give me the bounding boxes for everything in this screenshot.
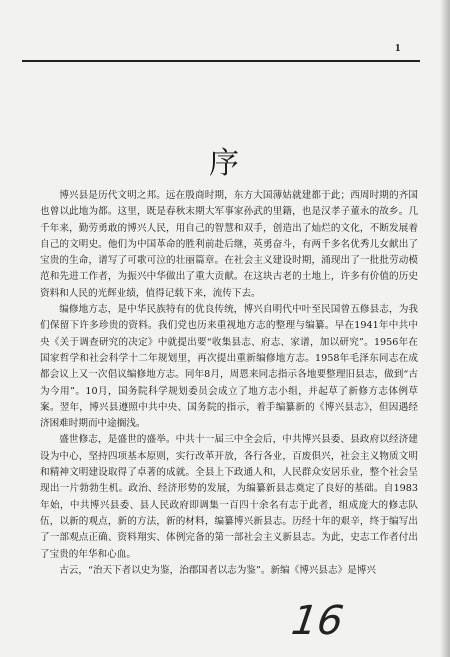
scan-edge-shadow xyxy=(440,0,450,657)
page-title: 序 xyxy=(209,146,241,181)
page-number: 1 xyxy=(395,42,401,54)
body-text xyxy=(40,188,418,579)
handwritten-page-mark: 16 xyxy=(288,598,347,644)
paragraph: 盛世修志，是盛世的盛举。中共十一届三中全会后，中共博兴县委、县政府以经济建设为中心，坚持四项基本原则，实行改革开放，各行各业，百废俱兴，社会主义物质文明和精神文明建设取得了卓著的成就。全县上下政通人和，人民群众安居乐业，整个社会呈现出一片勃勃生机。政治、经济形势的发展，为编纂新县志奠定了良好的基础。自1983年始，中共博兴县委、县人民政府即调集一百四十余名有志于此者，组成庞大的修志队伍，以新的观点，新的方法，新的材料，编纂博兴新县志。历经十年的艰辛，终于编写出了一部观点正确、资料翔实、体例完备的第一部社会主义新县志。为此，史志工作者付出了宝贵的年华和心血。 xyxy=(40,434,418,560)
paragraph: 编修地方志，是中华民族特有的优良传统，博兴自明代中叶至民国曾五修县志，为我们保留下许多珍贵的资料。我们党也历来重视地方志的整理与编纂。早在1941年中共中央《关于调查研究的决定》中就提出要“收集县志、府志、家谱，加以研究”。1956年在国家哲学和社会科学十二年规划里，再次提出重新编修地方志。1958年毛泽东同志在成都会议上又一次倡议编修地方志。同年8月，周恩来同志指示各地要整理旧县志，做到“古为今用”。10月，国务院科学规划委员会成立了地方志小组，并起草了新修方志体例草案。翌年，博兴县遵照中共中央、国务院的指示，着手编纂新的《博兴县志》，但因遇经济困难时期而中途搁浅。 xyxy=(40,304,418,430)
paragraph: 博兴县是历代文明之邦。远在殷商时期，东方大国薄姑就建都于此；西周时期的齐国也曾以此地为都。这里，既是春秋末期大军事家孙武的里籍，也是汉孝子董永的故乡。几千年来，勤劳勇敢的博兴人民，用自己的智慧和双手，创造出了灿烂的文化，不断发展着自己的文明史。他们为中国革命的胜利前赴后继，英勇奋斗，有两千多名优秀儿女献出了宝贵的生命，谱写了可歌可泣的壮丽篇章。在社会主义建设时期，涌现出了一批批劳动模范和先进工作者，为振兴中华做出了重大贡献。在这块古老的土地上，许多有价值的历史资料和人民的光辉业绩，值得记载下来，流传下去。 xyxy=(40,190,418,299)
paragraph: 古云，“治天下者以史为鉴，治郡国者以志为鉴”。新编《博兴县志》是博兴 xyxy=(59,564,376,576)
header-rule xyxy=(22,60,420,62)
